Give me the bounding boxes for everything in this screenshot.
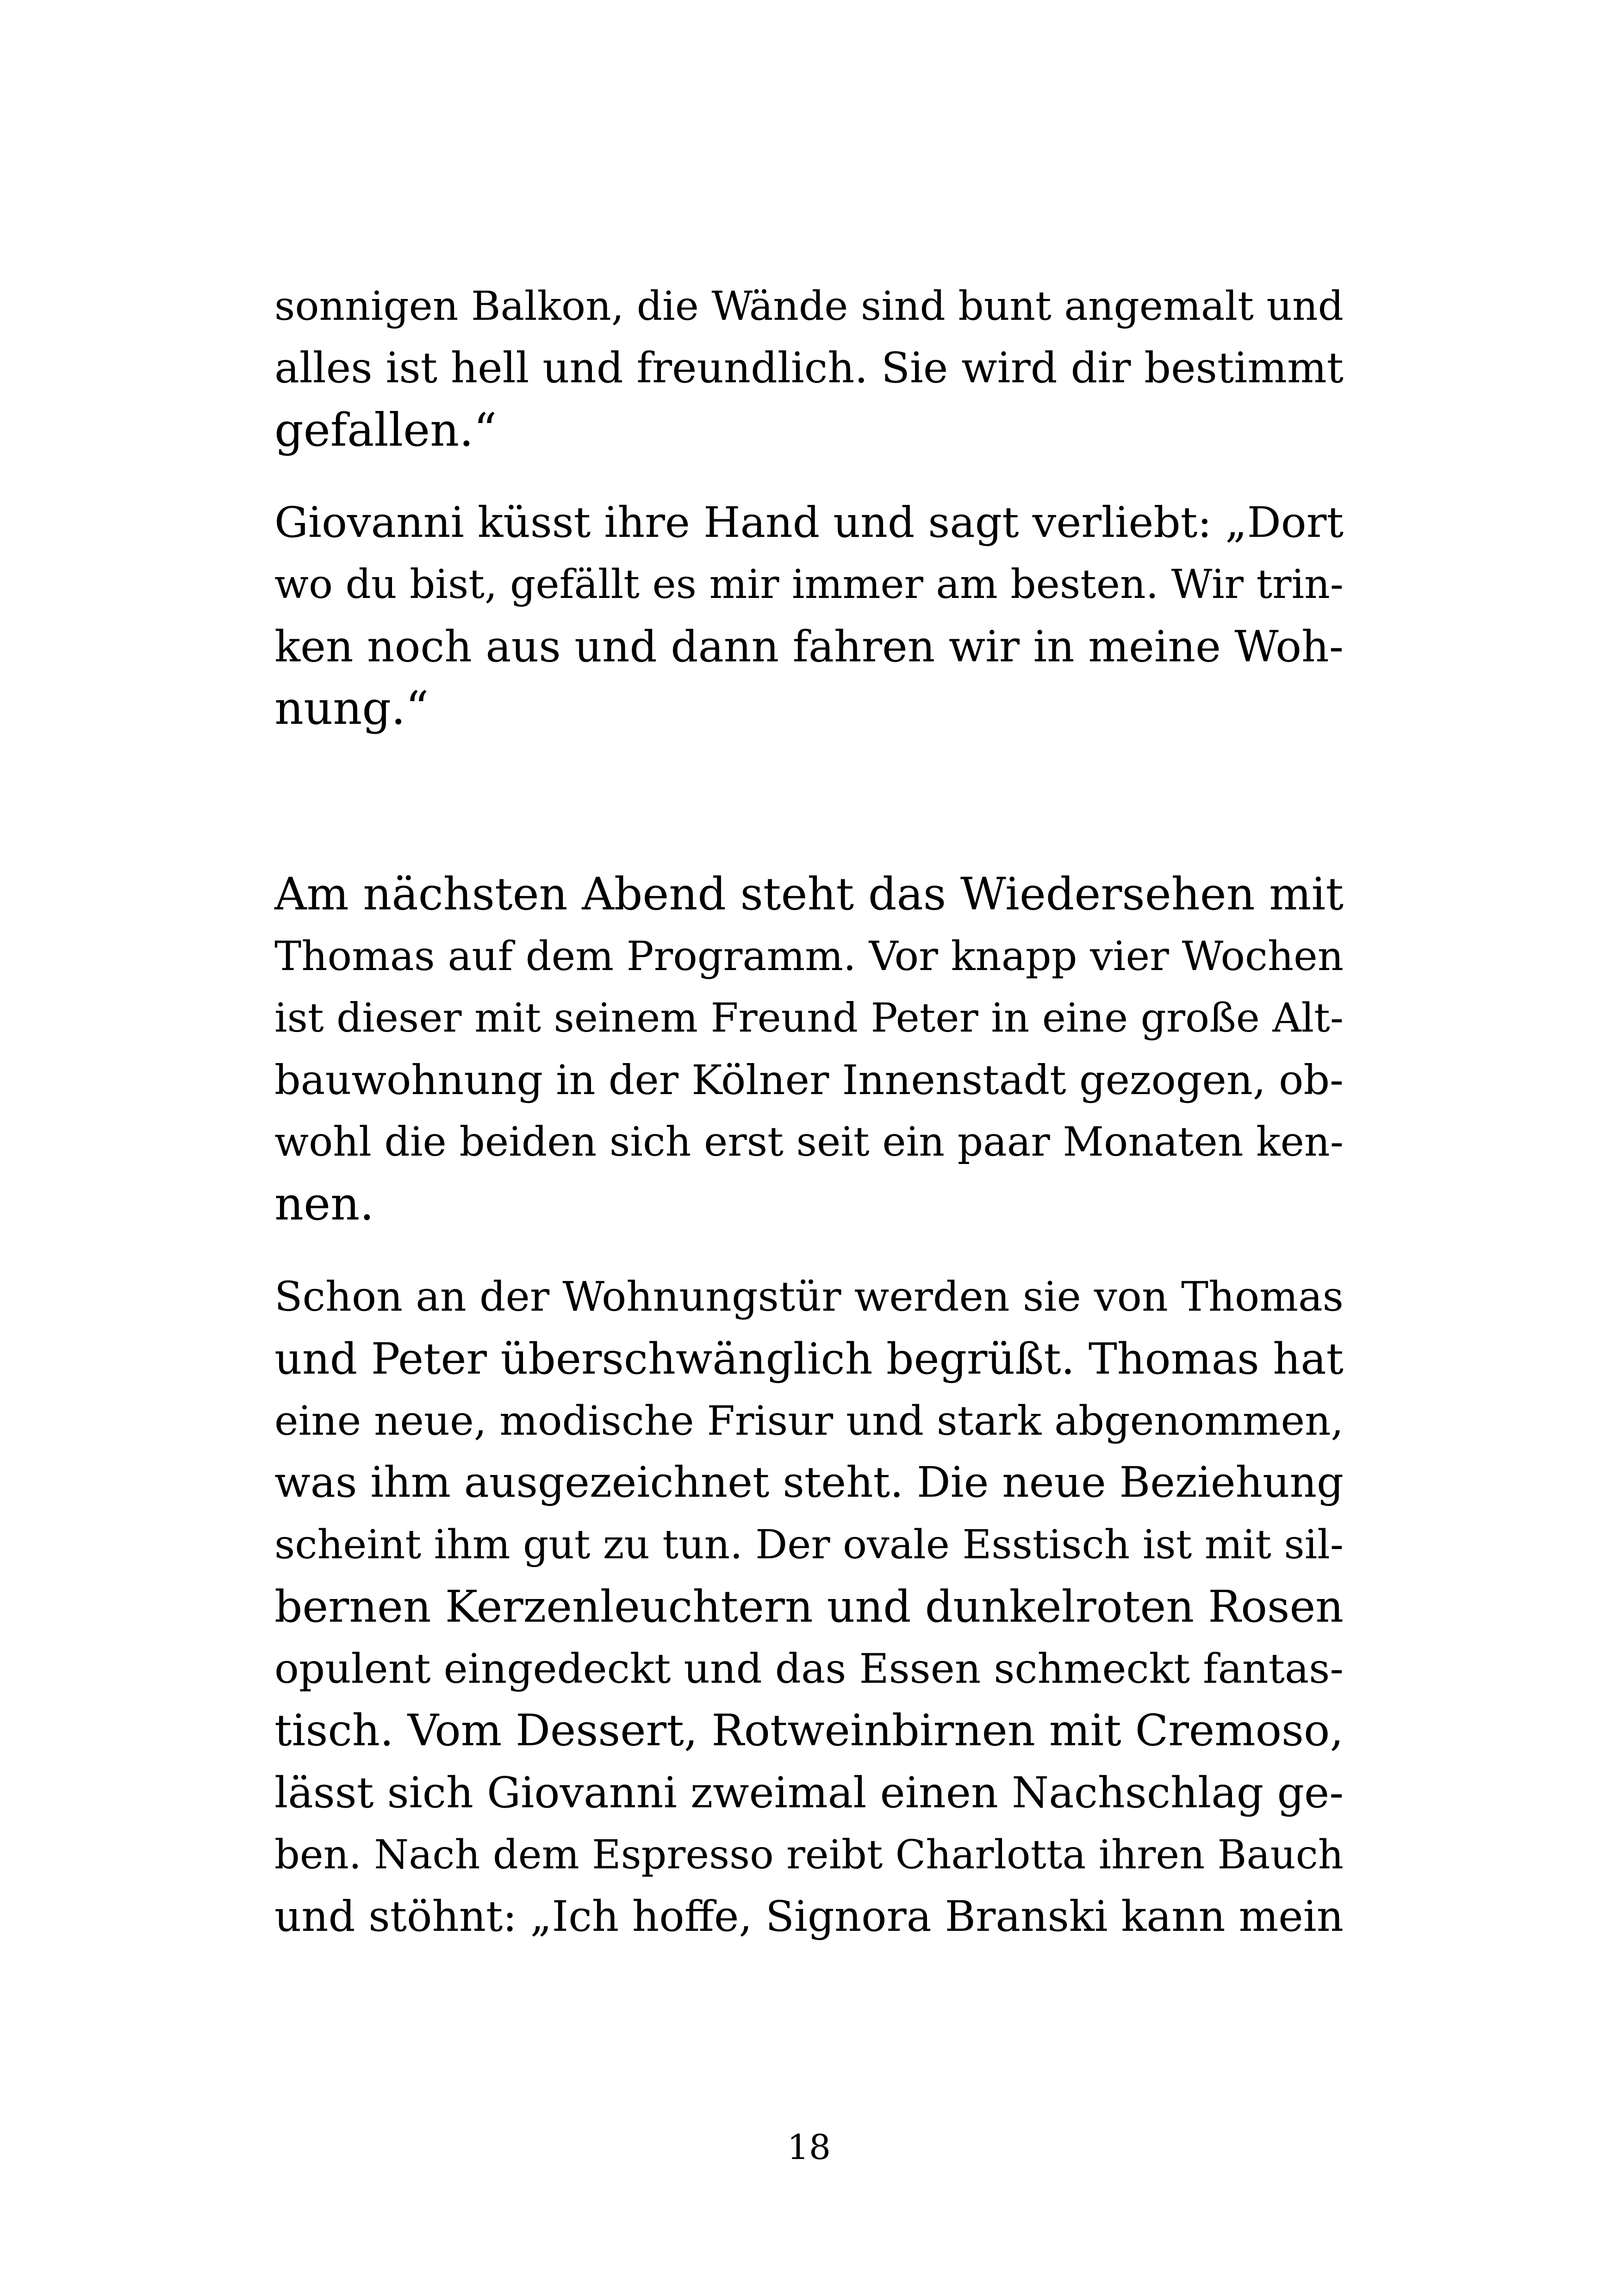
text-line: wohl die beiden sich erst seit ein paar Monaten ken- bbox=[274, 1119, 1344, 1165]
text-line: eine neue, modische Frisur und stark abgenommen, bbox=[274, 1397, 1344, 1444]
paragraph-1 bbox=[274, 275, 1344, 461]
text-line: bernen Kerzenleuchtern und dunkelroten Rosen bbox=[274, 1581, 1344, 1632]
text-line: scheint ihm gut zu tun. Der ovale Esstisch ist mit sil- bbox=[274, 1522, 1344, 1568]
text-line: sonnigen Balkon, die Wände sind bunt angemalt und bbox=[274, 283, 1344, 330]
text-line: ist dieser mit seinem Freund Peter in eine große Alt- bbox=[274, 995, 1344, 1041]
page-number: 18 bbox=[787, 2128, 831, 2167]
text-line: ken noch aus und dann fahren wir in meine Woh- bbox=[274, 622, 1344, 672]
text-line: nung.“ bbox=[274, 682, 429, 735]
text-line: bauwohnung in der Kölner Innenstadt gezogen, ob- bbox=[274, 1056, 1344, 1104]
text-line: was ihm ausgezeichnet steht. Die neue Beziehung bbox=[274, 1458, 1344, 1507]
text-line: lässt sich Giovanni zweimal einen Nachschlag ge- bbox=[274, 1768, 1344, 1817]
text-line: Schon an der Wohnungstür werden sie von Thomas bbox=[274, 1273, 1344, 1320]
paragraph-4 bbox=[274, 1266, 1344, 1948]
text-line: opulent eingedeckt und das Essen schmeckt fantas- bbox=[274, 1645, 1344, 1692]
text-line: tisch. Vom Dessert, Rotweinbirnen mit Cremoso, bbox=[274, 1705, 1344, 1756]
text-line: und stöhnt: „Ich hoffe, Signora Branski kann mein bbox=[274, 1892, 1344, 1941]
paragraph-3 bbox=[274, 863, 1344, 1235]
text-line: Giovanni küsst ihre Hand und sagt verliebt: „Dort bbox=[274, 498, 1344, 547]
text-line: wo du bist, gefällt es mir immer am besten. Wir trin- bbox=[274, 561, 1344, 608]
text-line: und Peter überschwänglich begrüßt. Thomas hat bbox=[274, 1334, 1344, 1384]
text-line: gefallen.“ bbox=[274, 404, 497, 457]
text-line: ben. Nach dem Espresso reibt Charlotta ihren Bauch bbox=[274, 1832, 1344, 1878]
text-line: Thomas auf dem Programm. Vor knapp vier Wochen bbox=[274, 933, 1344, 980]
text-line: Am nächsten Abend steht das Wiedersehen mit bbox=[274, 868, 1344, 920]
text-line: alles ist hell und freundlich. Sie wird dir bestimmt bbox=[274, 344, 1344, 392]
text-line: nen. bbox=[274, 1178, 374, 1231]
paragraph-2 bbox=[274, 492, 1344, 740]
